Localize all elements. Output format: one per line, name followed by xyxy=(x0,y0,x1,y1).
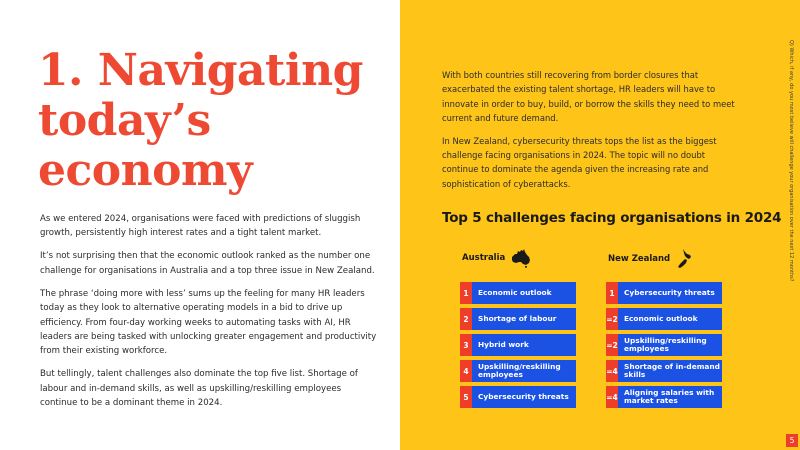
right-paragraph: In New Zealand, cybersecurity threats tops the list as the biggest challenge facing organisations in 2024. The topic will no doubt continue to dominate the agenda given the increasing rate and sophistication of cyberattacks. xyxy=(442,135,717,189)
title-line-1: 1. Navigating xyxy=(38,45,363,96)
rank-badge: 1 xyxy=(460,282,472,304)
rank-badge: =2 xyxy=(606,334,618,356)
list-item xyxy=(460,386,576,408)
rank-badge: =4 xyxy=(606,360,618,382)
australia-map-icon xyxy=(510,248,532,268)
rank-badge: 5 xyxy=(460,386,472,408)
list-item xyxy=(606,334,722,356)
list-item xyxy=(606,386,722,408)
new-zealand-list xyxy=(606,282,722,412)
new-zealand-map-icon xyxy=(675,248,695,270)
challenge-label: Cybersecurity threats xyxy=(624,287,715,297)
title-line-3: economy xyxy=(38,145,253,196)
left-paragraph: But tellingly, talent challenges also dominate the top five list. Shortage of labour and in-demand skills, as well as upskilling/reskilling employees continue to be a dominant theme in 2024. xyxy=(40,369,358,409)
side-question: Q) Which, if any, do you most believe will challenge your organisation over the next 12 months? xyxy=(788,40,794,282)
list-item xyxy=(460,308,576,330)
list-item xyxy=(460,360,576,382)
list-item xyxy=(606,282,722,304)
page-number: 5 xyxy=(786,434,798,447)
rank-badge: 1 xyxy=(606,282,618,304)
rank-badge: =2 xyxy=(606,308,618,330)
list-item xyxy=(606,308,722,330)
challenge-label: Upskilling/reskilling employees xyxy=(624,335,707,353)
australia-list xyxy=(460,282,576,412)
challenge-label: Shortage of in-demand skills xyxy=(624,361,720,379)
challenge-label: Cybersecurity threats xyxy=(478,391,569,401)
rank-badge: 2 xyxy=(460,308,472,330)
rank-badge: =4 xyxy=(606,386,618,408)
challenge-label: Economic outlook xyxy=(478,287,552,297)
list-item xyxy=(460,282,576,304)
australia-label: Australia xyxy=(462,253,506,263)
australia-header xyxy=(462,248,532,268)
list-item xyxy=(606,360,722,382)
challenge-label: Upskilling/reskilling employees xyxy=(478,361,561,379)
list-item xyxy=(460,334,576,356)
new-zealand-header xyxy=(608,248,695,270)
challenge-label: Economic outlook xyxy=(624,313,698,323)
right-panel xyxy=(400,0,800,450)
left-paragraph: The phrase ‘doing more with less’ sums up the feeling for many HR leaders today as they look to alternative operating models in a bid to drive up efficiency. From four-day working weeks to automating tasks with AI, HR leaders are being tasked with unlocking greater engagement and productivity from their existing workforce. xyxy=(40,288,377,357)
right-body-text xyxy=(442,68,742,199)
challenge-label: Shortage of labour xyxy=(478,313,557,323)
left-paragraph: As we entered 2024, organisations were faced with predictions of sluggish growth, persistently high interest rates and a tight talent market. xyxy=(40,214,361,239)
new-zealand-label: New Zealand xyxy=(608,254,671,264)
challenges-title: Top 5 challenges facing organisations in 2024 xyxy=(442,210,782,226)
rank-badge: 4 xyxy=(460,360,472,382)
title-line-2: today’s xyxy=(38,95,211,146)
right-paragraph: With both countries still recovering from border closures that exacerbated the existing talent shortage, HR leaders will have to innovate in order to buy, build, or borrow the skills they need to meet current and future demand. xyxy=(442,70,735,124)
challenge-label: Hybrid work xyxy=(478,339,529,349)
left-body-text xyxy=(40,212,378,419)
challenge-label: Aligning salaries with market rates xyxy=(624,387,715,405)
side-question-wrapper xyxy=(785,40,795,410)
rank-badge: 3 xyxy=(460,334,472,356)
left-paragraph: It’s not surprising then that the economic outlook ranked as the number one challenge for organisations in Australia and a top three issue in New Zealand. xyxy=(40,251,375,276)
page-title xyxy=(38,46,378,196)
